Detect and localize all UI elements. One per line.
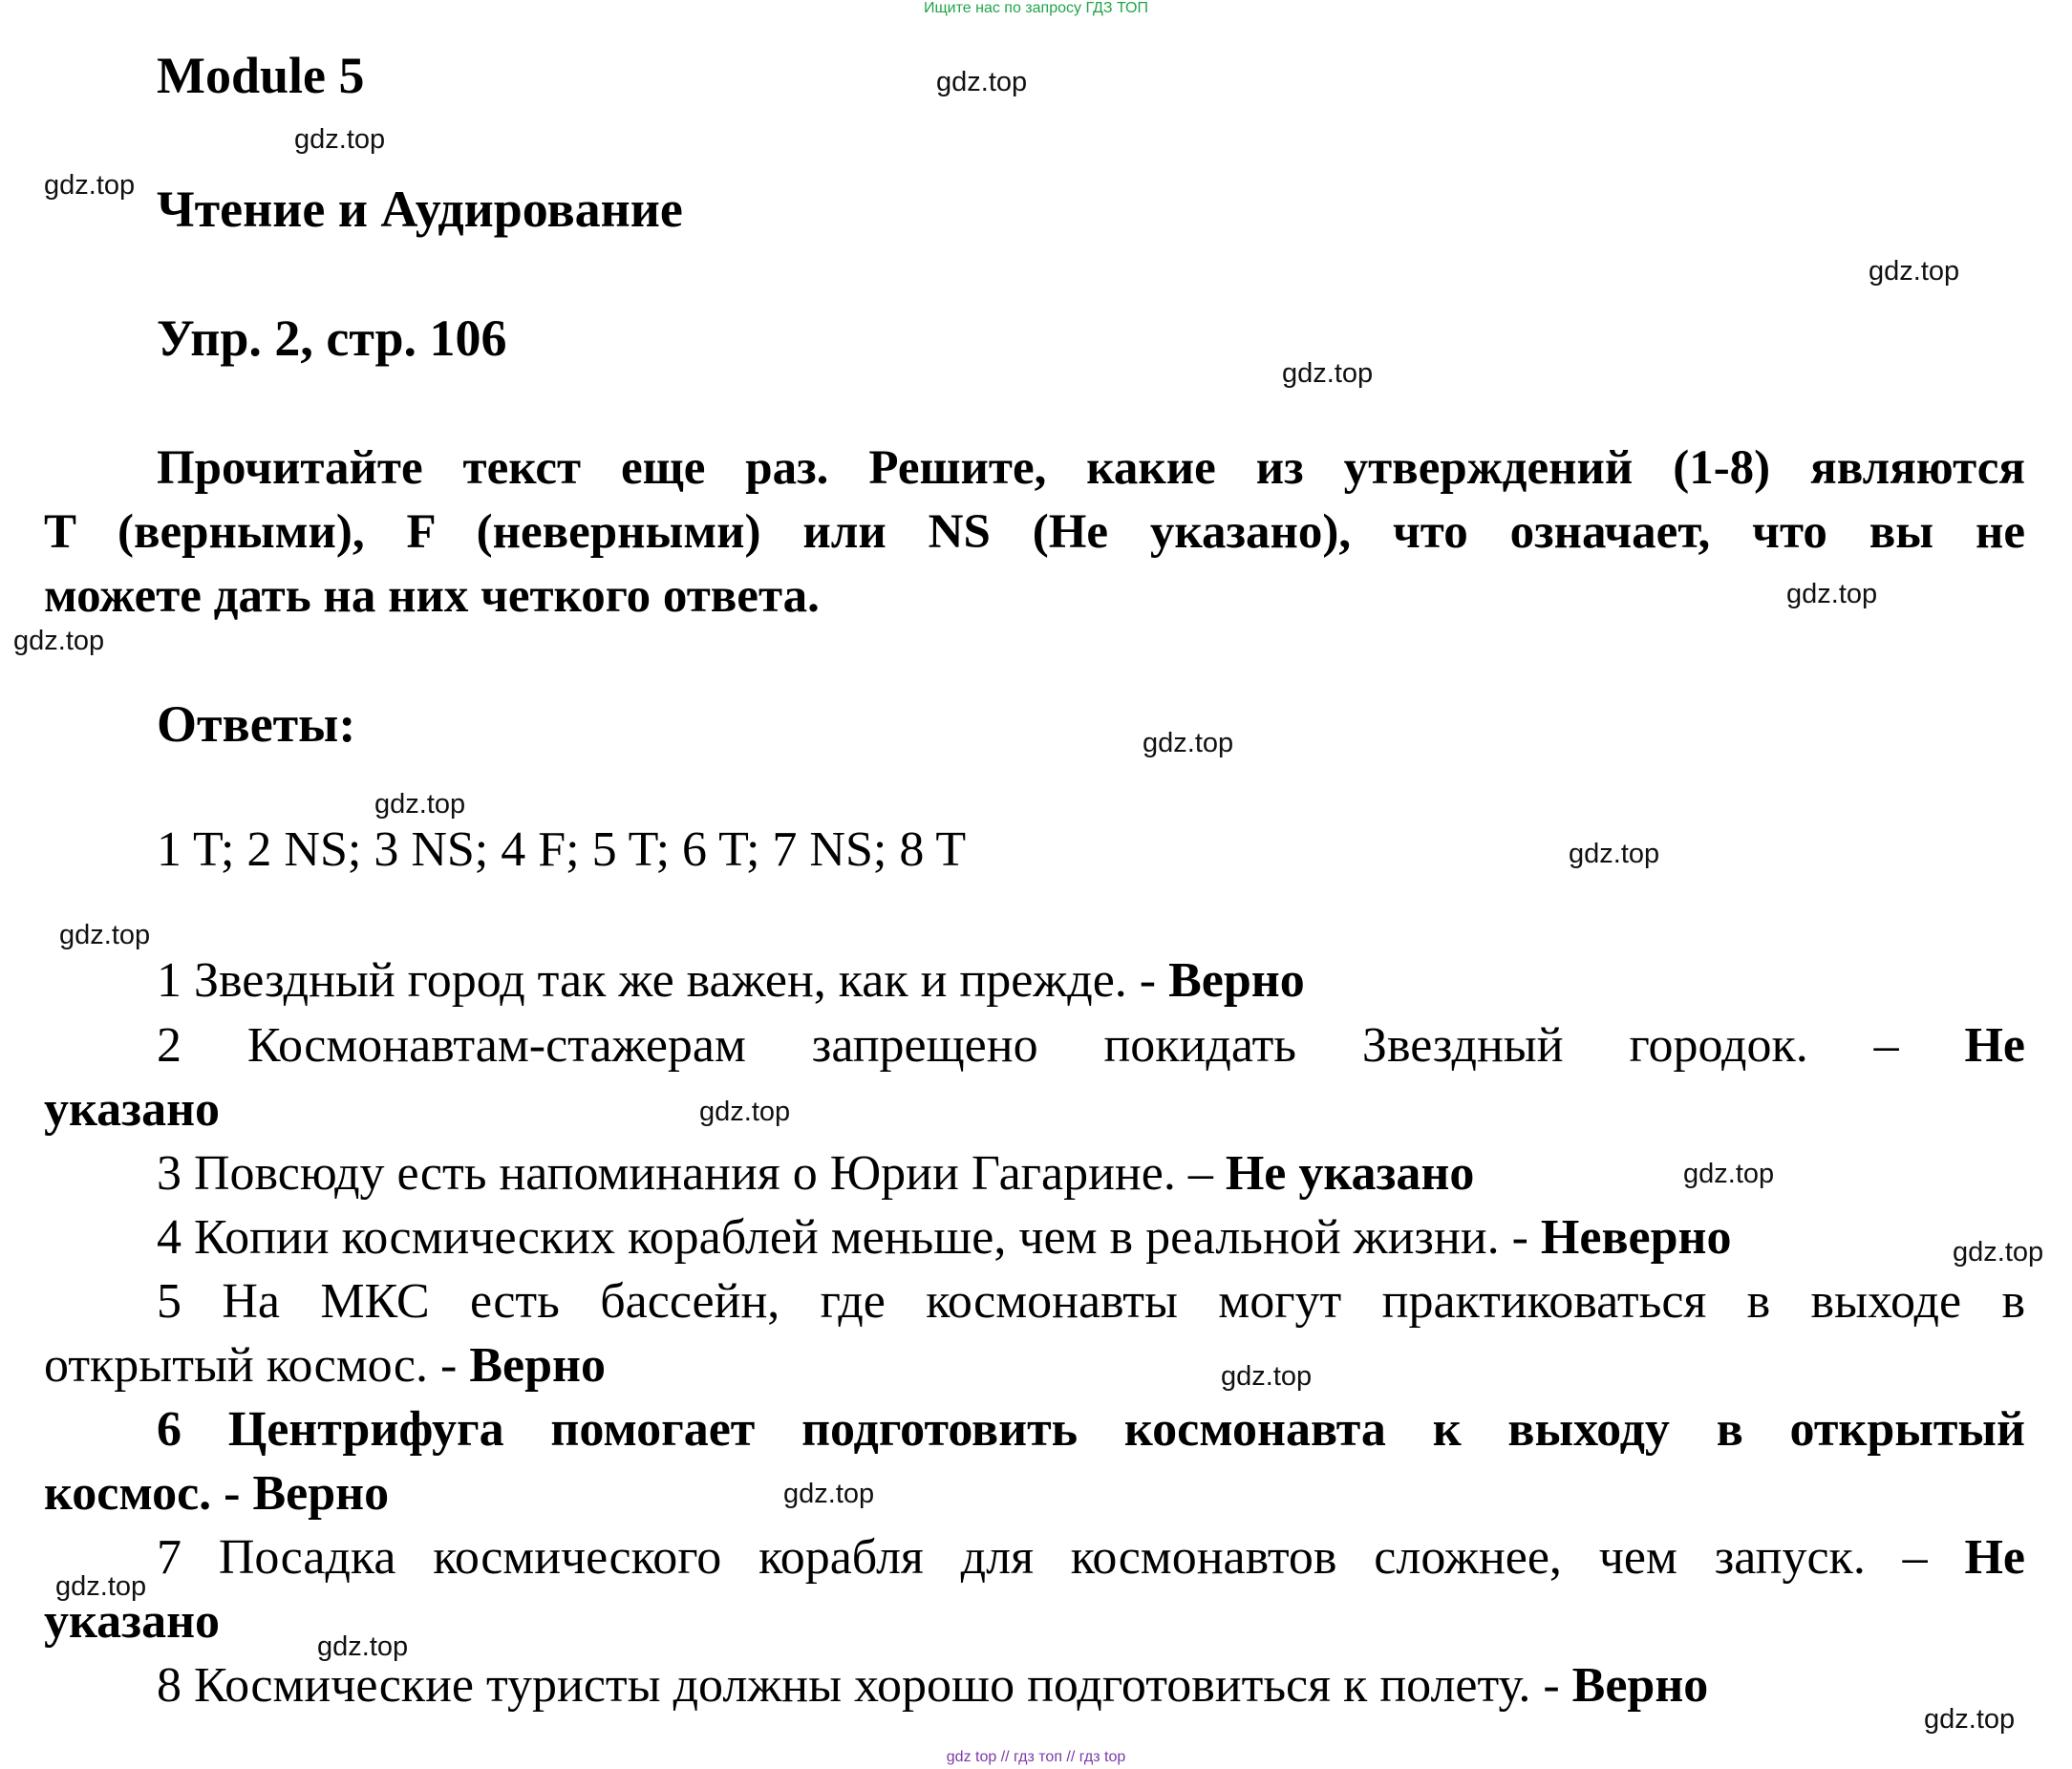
statement-6: 6 Центрифуга помогает подготовить космонавта к выходу в открытый	[157, 1402, 2025, 1457]
watermark: gdz.top	[1786, 579, 1878, 609]
statement-3: 3 Повсюду есть напоминания о Юрии Гагарине. – Не указано	[157, 1146, 1475, 1201]
watermark: gdz.top	[1143, 728, 1234, 758]
watermark: gdz.top	[1953, 1237, 2044, 1268]
instruction-line-3: можете дать на них четкого ответа.	[44, 569, 820, 623]
answers-summary: 1 T; 2 NS; 3 NS; 4 F; 5 T; 6 T; 7 NS; 8 T	[157, 822, 967, 877]
watermark: gdz.top	[1569, 839, 1660, 869]
watermark: gdz.top	[13, 626, 105, 656]
watermark: gdz.top	[44, 170, 136, 201]
watermark: gdz.top	[936, 67, 1028, 97]
watermark: gdz.top	[699, 1097, 791, 1127]
statement-7-cont: указано	[44, 1594, 221, 1649]
statement-5-cont: открытый космос. - Верно	[44, 1338, 606, 1393]
watermark: gdz.top	[1683, 1159, 1775, 1189]
statement-2-cont: указано	[44, 1082, 221, 1137]
watermark: gdz.top	[1221, 1361, 1313, 1392]
exercise-title: Упр. 2, стр. 106	[157, 309, 507, 367]
instruction-line-2: T (верными), F (неверными) или NS (Не указано), что означает, что вы не	[44, 505, 2025, 559]
statement-7: 7 Посадка космического корабля для космонавтов сложнее, чем запуск. – Не	[157, 1530, 2025, 1585]
answers-label: Ответы:	[157, 695, 356, 753]
module-title: Module 5	[157, 47, 365, 104]
watermark: gdz.top	[317, 1631, 409, 1662]
top-promo-note: Ищите нас по запросу ГДЗ ТОП	[924, 0, 1148, 16]
instruction-line-1: Прочитайте текст еще раз. Решите, какие из утверждений (1-8) являются	[157, 441, 2025, 495]
statement-1: 1 Звездный город так же важен, как и прежде. - Верно	[157, 953, 1305, 1008]
watermark: gdz.top	[1282, 358, 1374, 389]
watermark: gdz.top	[783, 1479, 875, 1509]
bottom-note: gdz top // гдз топ // гдз top	[946, 1749, 1126, 1765]
watermark: gdz.top	[59, 920, 151, 950]
statement-6-cont: космос. - Верно	[44, 1466, 390, 1521]
section-title: Чтение и Аудирование	[157, 181, 683, 238]
watermark: gdz.top	[1924, 1704, 2016, 1735]
statement-5: 5 На МКС есть бассейн, где космонавты могут практиковаться в выходе в	[157, 1274, 2025, 1329]
watermark: gdz.top	[294, 124, 386, 155]
watermark: gdz.top	[374, 789, 466, 820]
watermark: gdz.top	[1869, 256, 1960, 287]
watermark: gdz.top	[55, 1571, 147, 1602]
statement-4: 4 Копии космических кораблей меньше, чем в реальной жизни. - Неверно	[157, 1210, 1732, 1265]
statement-8: 8 Космические туристы должны хорошо подготовиться к полету. - Верно	[157, 1658, 1709, 1713]
statement-2: 2 Космонавтам-стажерам запрещено покидать Звездный городок. – Не	[157, 1018, 2025, 1073]
